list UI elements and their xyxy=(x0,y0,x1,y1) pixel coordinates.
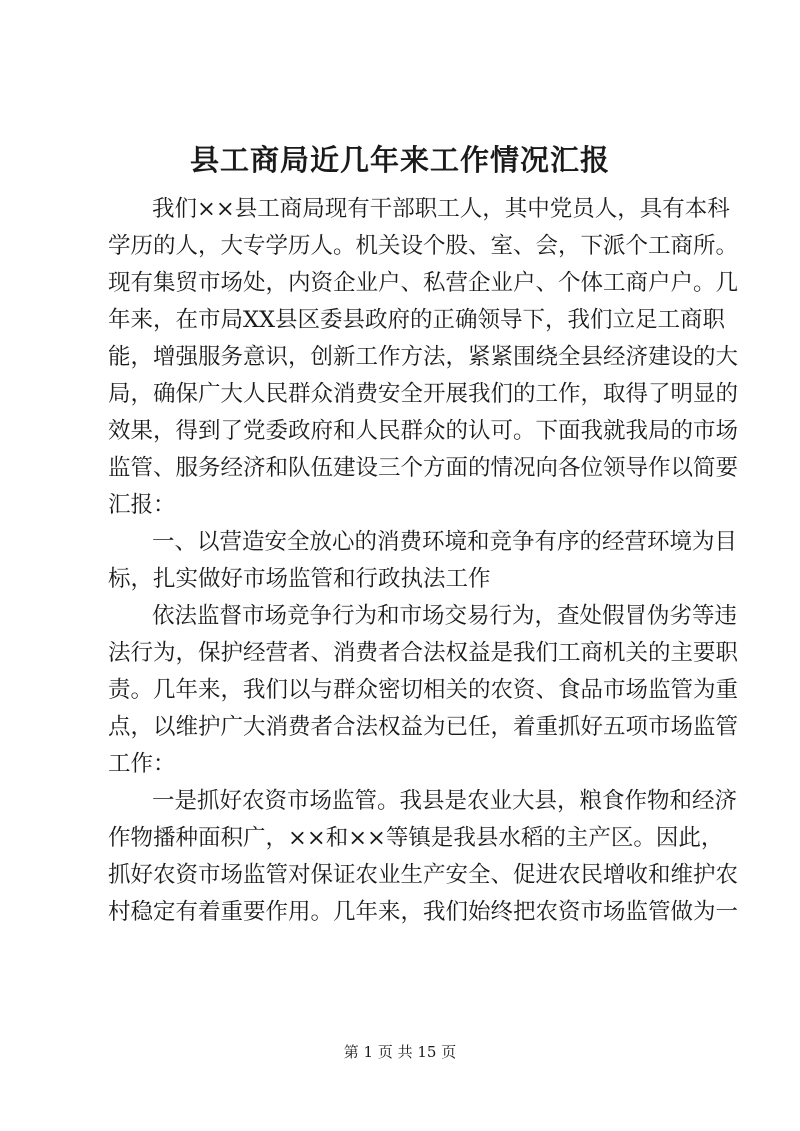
section-heading-line: 标，扎实做好市场监管和行政执法工作 xyxy=(108,566,491,592)
document-title: 县工商局近几年来工作情况汇报 xyxy=(189,143,610,177)
paragraph-line: 汇报： xyxy=(108,492,176,518)
paragraph-line: 学历的人，大专学历人。机关设个股、室、会，下派个工商所。 xyxy=(108,233,739,259)
paragraph-line: 年来，在市局XX县区委县政府的正确领导下，我们立足工商职 xyxy=(108,307,726,333)
paragraph-line: 抓好农资市场监管对保证农业生产安全、促进农民增收和维护农 xyxy=(108,862,739,888)
paragraph-line: 局，确保广大人民群众消费安全开展我们的工作，取得了明显的 xyxy=(108,381,739,407)
paragraph-line: 工作： xyxy=(108,751,176,777)
paragraph-line: 法行为，保护经营者、消费者合法权益是我们工商机关的主要职 xyxy=(108,640,739,666)
paragraph-line: 监管、服务经济和队伍建设三个方面的情况向各位领导作以简要 xyxy=(108,455,739,481)
paragraph-line: 依法监督市场竞争行为和市场交易行为，查处假冒伪劣等违 xyxy=(152,603,738,629)
paragraph-line: 能，增强服务意识，创新工作方法，紧紧围绕全县经济建设的大 xyxy=(108,344,739,370)
paragraph-line: 现有集贸市场处，内资企业户、私营企业户、个体工商户户。几 xyxy=(108,270,739,296)
paragraph-line: 村稳定有着重要作用。几年来，我们始终把农资市场监管做为一 xyxy=(108,899,739,925)
paragraph-line: 一是抓好农资市场监管。我县是农业大县，粮食作物和经济 xyxy=(152,788,738,814)
section-heading-line: 一、以营造安全放心的消费环境和竞争有序的经营环境为目 xyxy=(152,529,738,555)
paragraph-line: 点，以维护广大消费者合法权益为已任，着重抓好五项市场监管 xyxy=(108,714,739,740)
paragraph-line: 效果，得到了党委政府和人民群众的认可。下面我就我局的市场 xyxy=(108,418,739,444)
paragraph-line: 责。几年来，我们以与群众密切相关的农资、食品市场监管为重 xyxy=(108,677,739,703)
paragraph-line: 我们××县工商局现有干部职工人，其中党员人，具有本科 xyxy=(152,196,730,222)
paragraph-line: 作物播种面积广，××和××等镇是我县水稻的主产区。因此， xyxy=(108,825,724,851)
page-number-footer: 第 1 页 共 15 页 xyxy=(343,1043,457,1061)
